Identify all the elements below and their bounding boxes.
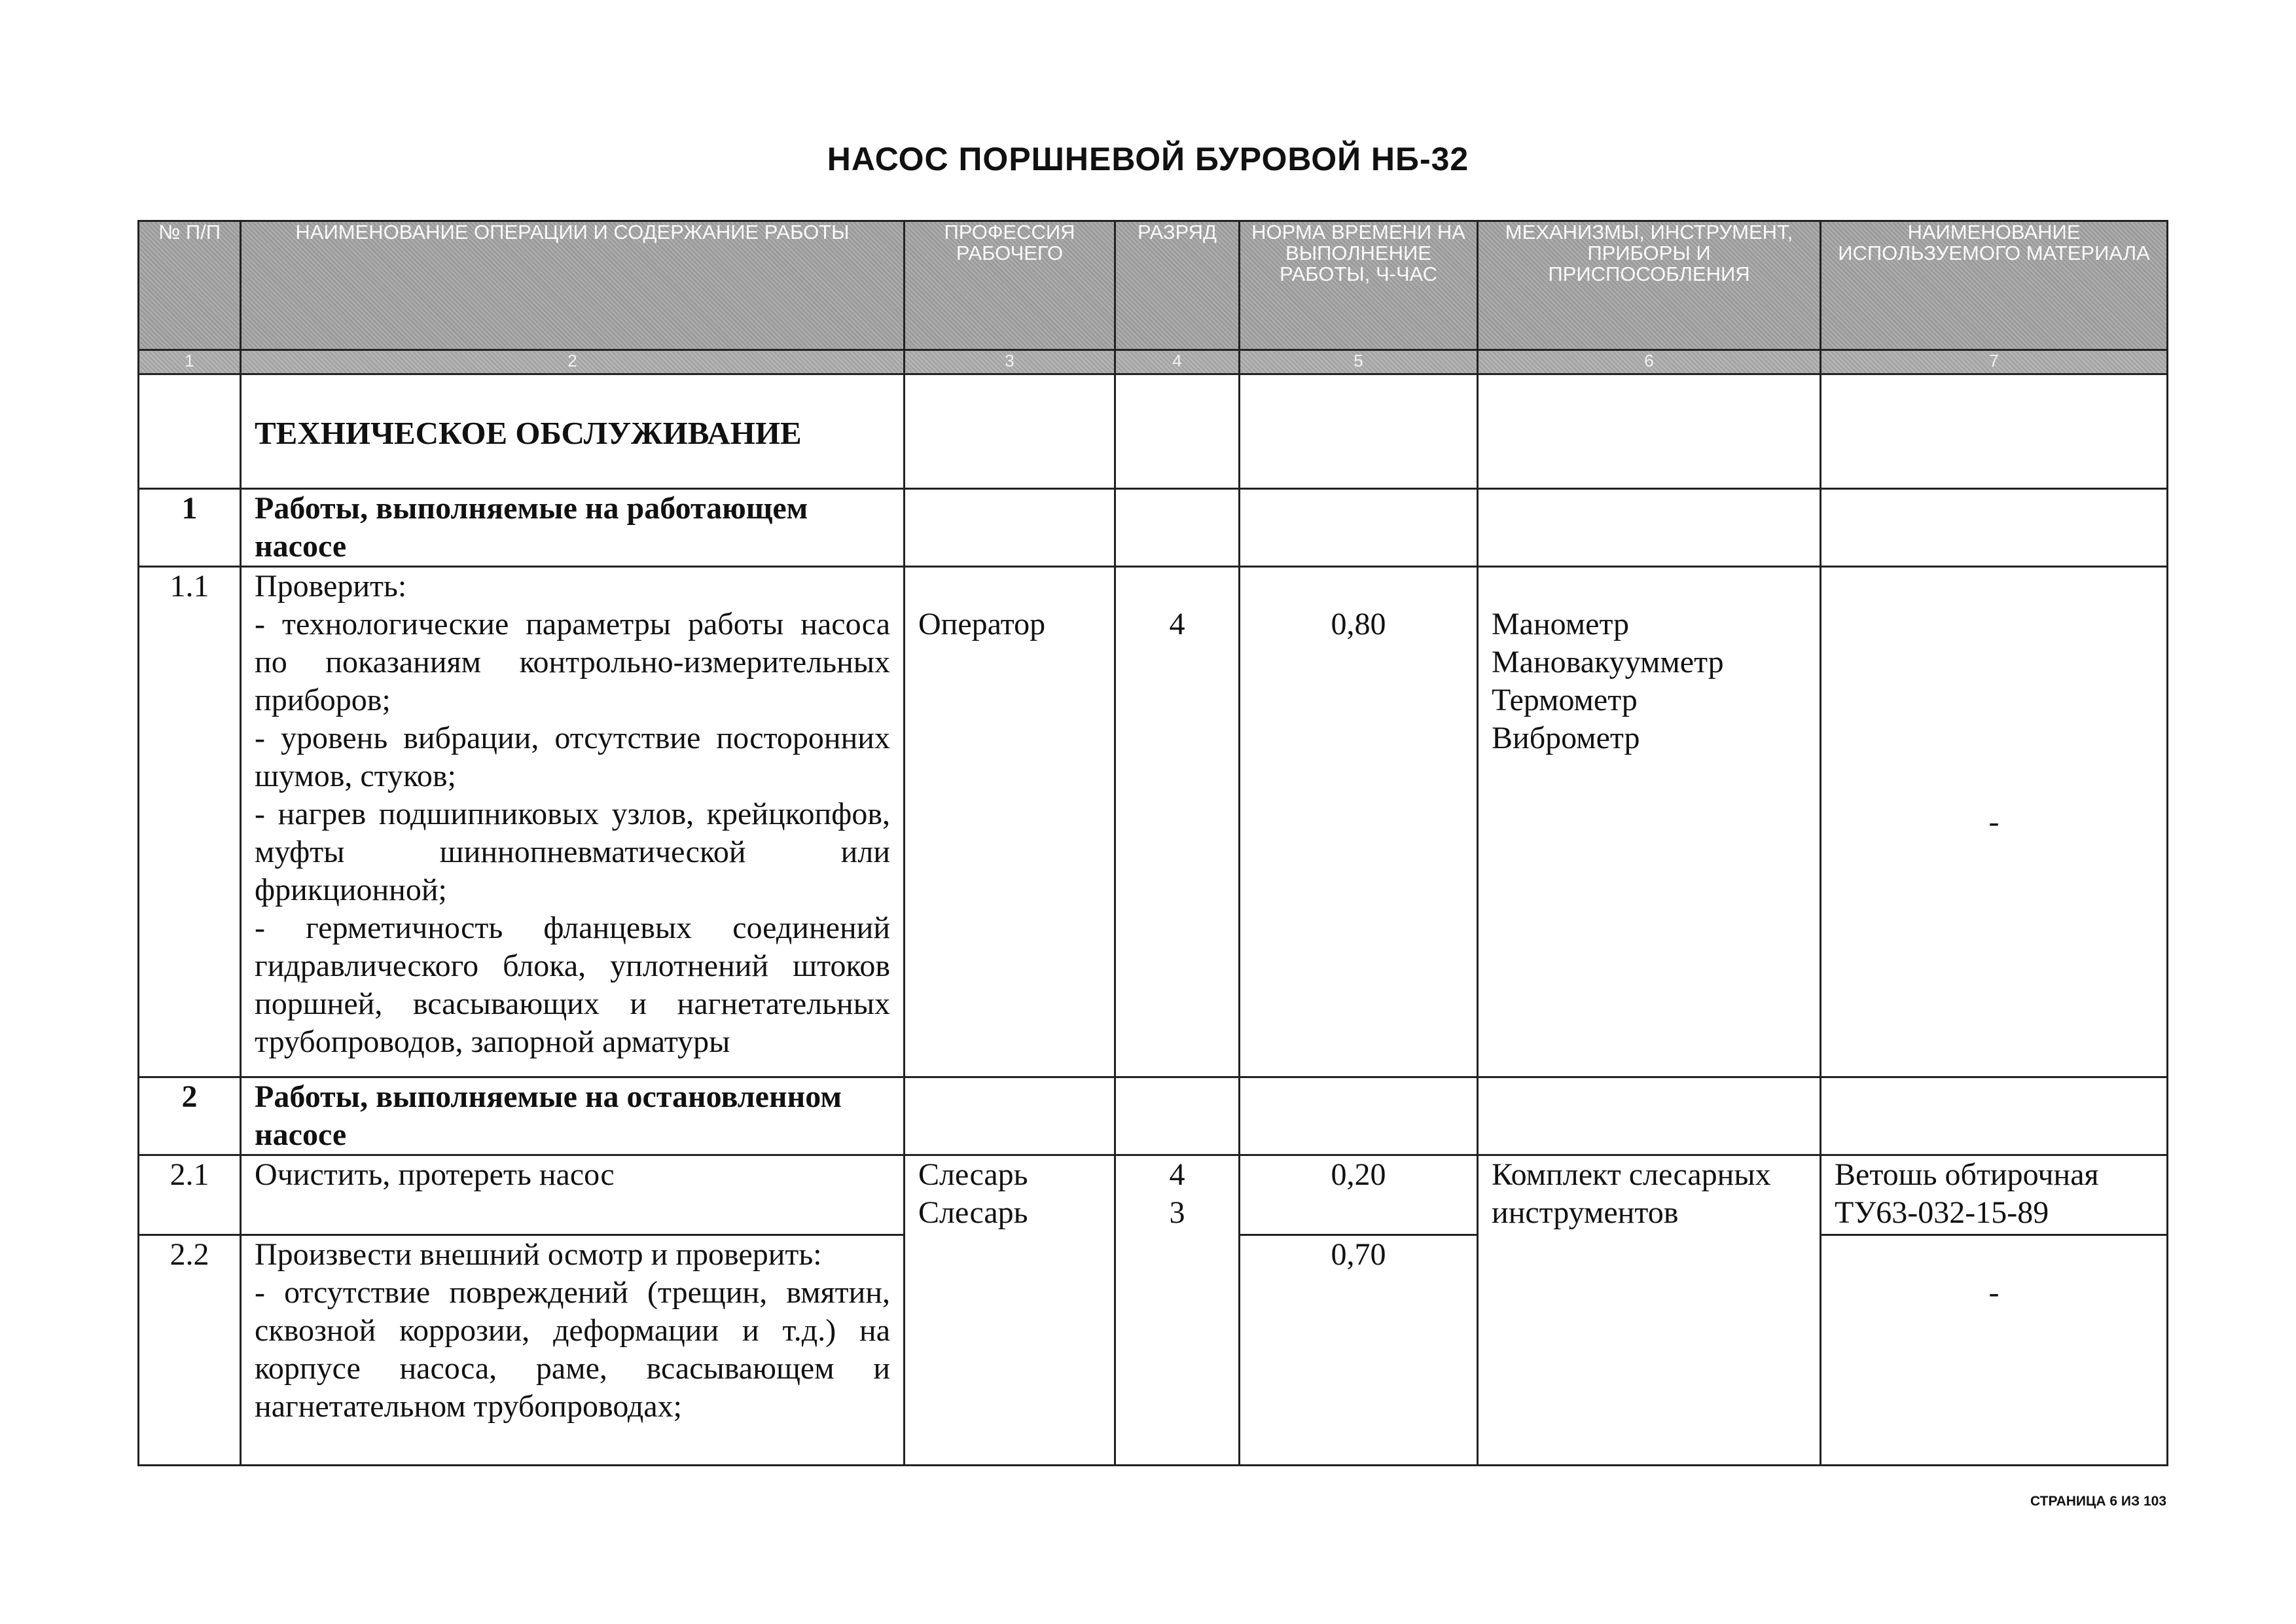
cell <box>905 489 1115 567</box>
cell <box>1115 489 1240 567</box>
cell <box>1821 1077 2168 1155</box>
header-tools: МЕХАНИЗМЫ, ИНСТРУМЕНТ, ПРИБОРЫ И ПРИСПОСОБЛЕНИЯ <box>1478 221 1821 350</box>
cell <box>1478 1077 1821 1155</box>
cell <box>1821 489 2168 567</box>
operation-text: Произвести внешний осмотр и проверить: - отсутствие повреждений (трещин, вмятин, сквозной коррозии, деформации и т.д.) на корпусе насоса, раме, всасывающем и нагнетательном трубопроводах; <box>241 1235 905 1466</box>
column-number: 3 <box>905 350 1115 374</box>
column-number: 1 <box>139 350 241 374</box>
column-number: 5 <box>1240 350 1478 374</box>
section-row <box>139 374 2168 489</box>
grade: 4 <box>1115 567 1240 1077</box>
header-time-norm: НОРМА ВРЕМЕНИ НА ВЫПОЛНЕНИЕ РАБОТЫ, Ч-ЧАС <box>1240 221 1478 350</box>
cell <box>1240 489 1478 567</box>
row-heading: Работы, выполняемые на работающем насосе <box>241 489 905 567</box>
tool-item: Мановакуумметр <box>1492 645 1724 679</box>
column-number: 7 <box>1821 350 2168 374</box>
cell <box>905 1077 1115 1155</box>
column-number: 6 <box>1478 350 1821 374</box>
table-row <box>139 489 2168 567</box>
material: - <box>1821 567 2168 1077</box>
material: - <box>1821 1235 2168 1466</box>
time-norm: 0,20 <box>1240 1155 1478 1235</box>
row-number: 1 <box>139 489 241 567</box>
profession-list <box>905 1155 1115 1466</box>
grade-list <box>1115 1155 1240 1466</box>
row-heading: Работы, выполняемые на остановленном насосе <box>241 1077 905 1155</box>
cell <box>1821 374 2168 489</box>
column-number: 4 <box>1115 350 1240 374</box>
table-row <box>139 1155 2168 1235</box>
header-grade: РАЗРЯД <box>1115 221 1240 350</box>
grade: 3 <box>1169 1195 1185 1230</box>
tools: Комплект слесарных инструментов <box>1478 1155 1821 1466</box>
row-number: 1.1 <box>139 567 241 1077</box>
table-row <box>139 567 2168 1077</box>
tool-item: Термометр <box>1492 683 1638 717</box>
table-row <box>139 1077 2168 1155</box>
cell <box>1240 1077 1478 1155</box>
cell <box>1240 374 1478 489</box>
tool-item: Виброметр <box>1492 721 1640 755</box>
page-number: СТРАНИЦА 6 ИЗ 103 <box>2030 1494 2166 1509</box>
cell <box>1478 489 1821 567</box>
header-profession: ПРОФЕССИЯ РАБОЧЕГО <box>905 221 1115 350</box>
profession: Слесарь <box>918 1195 1028 1230</box>
column-number: 2 <box>241 350 905 374</box>
tools-list <box>1478 567 1821 1077</box>
material: Ветошь обтирочная ТУ63-032-15-89 <box>1821 1155 2168 1235</box>
row-number: 2.2 <box>139 1235 241 1466</box>
operation-text: Проверить: - технологические параметры работы насоса по показаниям контрольно-измерительных приборов; - уровень вибрации, отсутствие посторонних шумов, стуков; - нагрев подшипниковых узлов, крейцкопфов, муфты шиннопневматической или фрикционной; - герметичность фланцевых соединений гидравлического блока, уплотнений штоков поршней, всасывающих и нагнетательных трубопроводов, запорной арматуры <box>241 567 905 1077</box>
tool-item: Манометр <box>1492 607 1629 641</box>
page-title: НАСОС ПОРШНЕВОЙ БУРОВОЙ НБ-32 <box>827 141 1469 177</box>
time-norm: 0,80 <box>1240 567 1478 1077</box>
operation-text: Очистить, протереть насос <box>241 1155 905 1235</box>
cell <box>1115 374 1240 489</box>
work-table <box>137 220 2168 1466</box>
cell <box>139 374 241 489</box>
section-cell <box>241 374 905 489</box>
cell <box>905 374 1115 489</box>
cell <box>1478 374 1821 489</box>
header-row <box>139 221 2168 350</box>
column-numbers-row <box>139 350 2168 374</box>
header-operation: НАИМЕНОВАНИЕ ОПЕРАЦИИ И СОДЕРЖАНИЕ РАБОТЫ <box>241 221 905 350</box>
section-title: ТЕХНИЧЕСКОЕ ОБСЛУЖИВАНИЕ <box>255 415 802 451</box>
header-number: № П/П <box>139 221 241 350</box>
row-number: 2.1 <box>139 1155 241 1235</box>
profession: Слесарь <box>918 1157 1028 1192</box>
cell <box>1115 1077 1240 1155</box>
profession: Оператор <box>905 567 1115 1077</box>
row-number: 2 <box>139 1077 241 1155</box>
header-material: НАИМЕНОВАНИЕ ИСПОЛЬЗУЕМОГО МАТЕРИАЛА <box>1821 221 2168 350</box>
time-norm: 0,70 <box>1240 1235 1478 1466</box>
grade: 4 <box>1169 1157 1185 1192</box>
